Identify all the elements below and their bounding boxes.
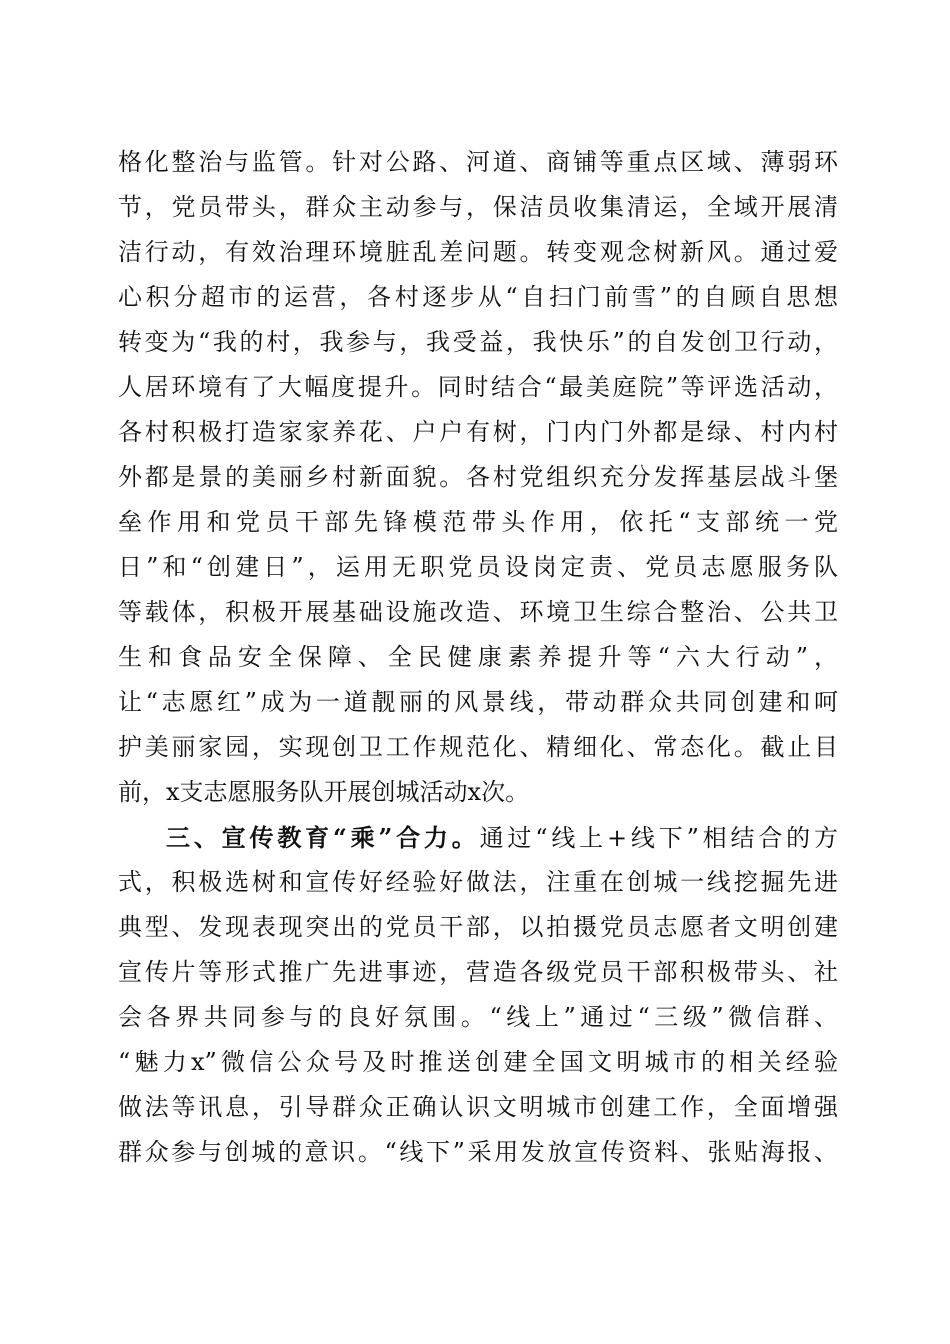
paragraph-publicity — [118, 815, 838, 1175]
text-line: 前，x支志愿服务队开展创城活动x次。 — [118, 778, 530, 806]
text-line: 典型、发现表现突出的党员干部，以拍摄党员志愿者文明创建 — [118, 913, 838, 941]
document-body — [118, 140, 838, 1175]
text-line: 格化整治与监管。针对公路、河道、商铺等重点区域、薄弱环 — [118, 148, 838, 176]
text-line: 让“志愿红”成为一道靓丽的风景线，带动群众共同创建和呵 — [118, 688, 838, 716]
text-line: 转变为“我的村，我参与，我受益，我快乐”的自发创卫行动， — [118, 328, 838, 356]
text-line: 日”和“创建日”，运用无职党员设岗定责、党员志愿服务队 — [118, 553, 838, 581]
text-line: 外都是景的美丽乡村新面貌。各村党组织充分发挥基层战斗堡 — [118, 463, 838, 491]
text-line: 做法等讯息，引导群众正确认识文明城市创建工作，全面增强 — [118, 1093, 838, 1121]
text-line: 各村积极打造家家养花、户户有树，门内门外都是绿、村内村 — [118, 418, 838, 446]
text-line: 心积分超市的运营，各村逐步从“自扫门前雪”的自顾自思想 — [118, 283, 838, 311]
text-line: 式，积极选树和宣传好经验好做法，注重在创城一线挖掘先进 — [118, 868, 838, 896]
text-line: “魅力x”微信公众号及时推送创建全国文明城市的相关经验 — [118, 1048, 838, 1076]
text-line: 生和食品安全保障、全民健康素养提升等“六大行动”， — [118, 643, 838, 671]
text-line: 洁行动，有效治理环境脏乱差问题。转变观念树新风。通过爱 — [118, 238, 838, 266]
text-line-rest: 通过“线上+线下”相结合的方 — [479, 824, 838, 852]
text-line: 群众参与创城的意识。“线下”采用发放宣传资料、张贴海报、 — [118, 1138, 838, 1166]
section-heading: 三、宣传教育“乘”合力。 — [166, 823, 480, 852]
paragraph-first-line — [118, 815, 838, 860]
paragraph-environment — [118, 140, 838, 815]
text-line: 垒作用和党员干部先锋模范带头作用，依托“支部统一党 — [118, 508, 838, 536]
text-line: 节，党员带头，群众主动参与，保洁员收集清运，全域开展清 — [118, 193, 838, 221]
text-line: 护美丽家园，实现创卫工作规范化、精细化、常态化。截止目 — [118, 733, 838, 761]
text-line: 会各界共同参与的良好氛围。“线上”通过“三级”微信群、 — [118, 1003, 838, 1031]
text-line: 等载体，积极开展基础设施改造、环境卫生综合整治、公共卫 — [118, 598, 838, 626]
text-line: 宣传片等形式推广先进事迹，营造各级党员干部积极带头、社 — [118, 958, 838, 986]
text-line: 人居环境有了大幅度提升。同时结合“最美庭院”等评选活动， — [118, 373, 838, 401]
